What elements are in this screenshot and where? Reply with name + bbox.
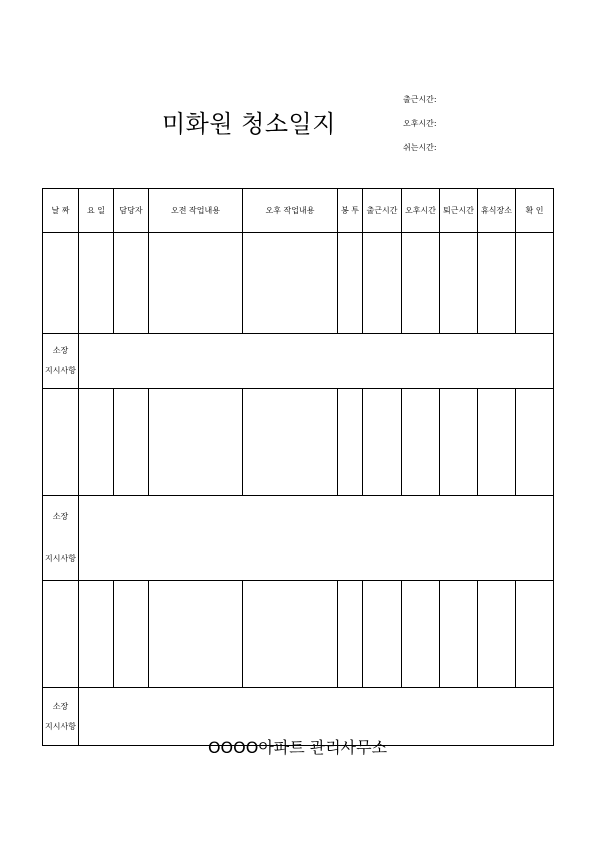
footer-office-name: OOOO아파트 관리사무소: [207, 738, 388, 757]
remarks-field[interactable]: [79, 334, 554, 389]
remarks-row: [43, 334, 554, 389]
cleaning-log-table: [42, 188, 554, 746]
arrival-time-label: 출근시간:: [403, 95, 437, 104]
col-afternoon-time: 오후시간: [402, 189, 440, 233]
col-confirm: 확 인: [516, 189, 554, 233]
entry-row: [43, 581, 554, 688]
remarks-label: 소장 지시사항: [43, 334, 79, 389]
afternoon-time-label: 오후시간:: [403, 119, 437, 128]
col-date: 날 짜: [43, 189, 79, 233]
break-time-label: 쉬는시간:: [403, 143, 437, 152]
col-leave-time: 퇴근시간: [440, 189, 478, 233]
remarks-row: [43, 496, 554, 581]
time-fields: [403, 88, 437, 160]
col-afternoon-work: 오후 작업내용: [243, 189, 338, 233]
remarks-label: 소장 지시사항: [43, 496, 79, 581]
entry-row: [43, 389, 554, 496]
col-rest-place: 휴식장소: [478, 189, 516, 233]
document-title: 미화원 청소일지: [162, 110, 336, 138]
col-morning-work: 오전 작업내용: [149, 189, 243, 233]
entry-row: [43, 233, 554, 334]
remarks-label: 소장 지시사항: [43, 688, 79, 746]
remarks-field[interactable]: [79, 496, 554, 581]
col-arrival-time: 출근시간: [363, 189, 402, 233]
col-weekday: 요 일: [79, 189, 114, 233]
col-bags: 봉 투: [338, 189, 363, 233]
col-staff: 담당자: [114, 189, 149, 233]
header-row: [43, 189, 554, 233]
